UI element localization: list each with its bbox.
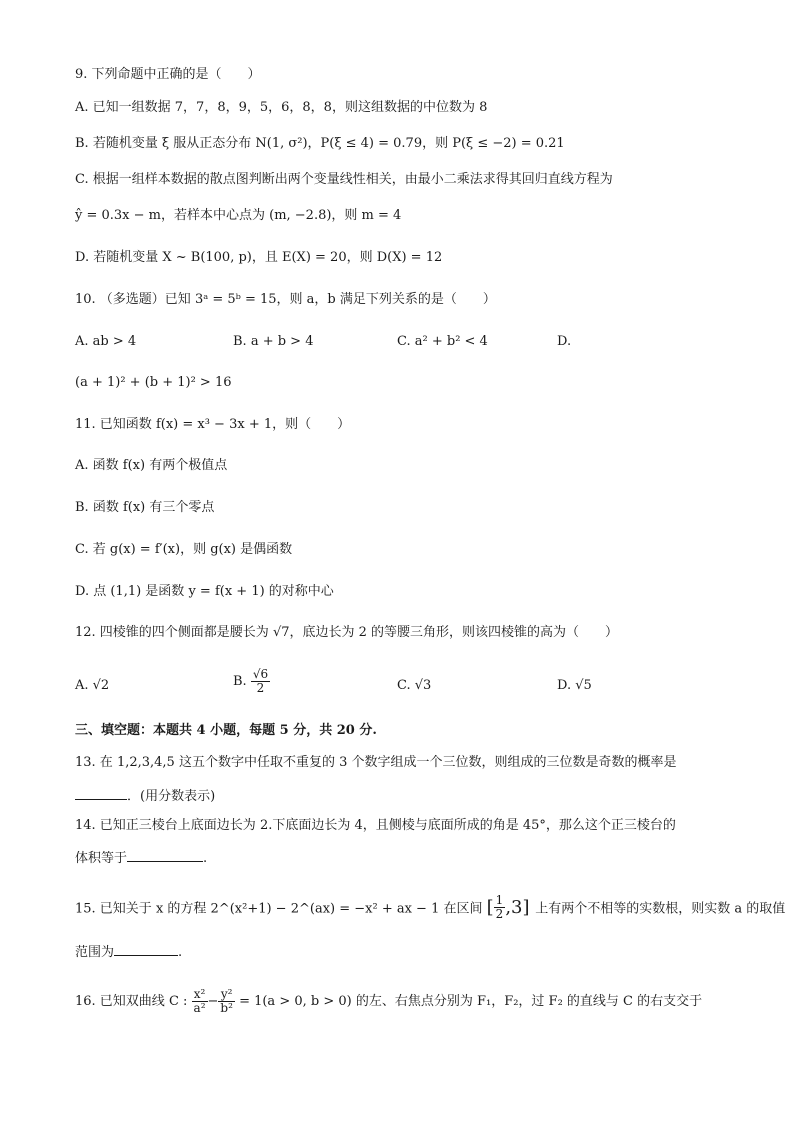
q13-line2 [75,786,215,806]
q15-interval-denominator: 2 [495,907,504,921]
section-3-title: 三、填空题：本题共 4 小题，每题 5 分，共 20 分. [75,723,377,738]
q11-option-d: D. 点 (1,1) 是函数 y = f(x + 1) 的对称中心 [75,584,334,599]
q11-stem: 11. 已知函数 f(x) = x³ − 3x + 1，则（ ） [75,417,351,432]
q13-answer-blank[interactable] [75,786,127,800]
q16-fraction-y [218,988,235,1015]
q16-fraction-y-numerator: y² [218,988,235,1002]
q13-line1: 13. 在 1,2,3,4,5 这五个数字中任取不重复的 3 个数字组成一个三位数，则组成的三位数是奇数的概率是 [75,755,677,770]
q12-option-b-denominator: 2 [256,681,265,695]
q12-option-a: A. √2 [75,678,110,693]
q14-answer-blank[interactable] [127,848,203,862]
q12-option-b-numerator: √6 [252,667,269,681]
q10-option-a: A. ab > 4 [75,334,137,349]
q16-fraction-y-denominator: b² [220,1001,233,1015]
q12-option-d: D. √5 [557,678,592,693]
q9-option-c-line2: ŷ = 0.3x − m，若样本中心点为 (m, −2.8)，则 m = 4 [75,208,402,223]
q15-line1 [75,894,785,921]
q11-option-c: C. 若 g(x) = f′(x)，则 g(x) 是偶函数 [75,542,293,557]
q15-interval-fraction [494,894,506,921]
q15-line2-prefix: 范围为 [75,945,115,960]
q15-line2 [75,942,182,962]
q15-line2-suffix: . [178,945,183,960]
q14-line2-suffix: . [203,851,208,866]
q9-option-b: B. 若随机变量 ξ 服从正态分布 N(1, σ²)，P(ξ ≤ 4) = 0.79，则 P(ξ ≤ −2) = 0.21 [75,136,565,151]
q15-interval-right: ,3] [505,896,530,918]
q15-interval-numerator: 1 [495,893,504,907]
q10-option-d-label: D. [557,334,572,349]
q11-option-a: A. 函数 f(x) 有两个极值点 [75,458,228,473]
q12-option-b [233,668,270,695]
q15-answer-blank[interactable] [114,942,178,956]
q14-line2-prefix: 体积等于 [75,851,128,866]
q12-option-b-label: B. [233,674,247,689]
q10-option-c: C. a² + b² < 4 [397,334,488,349]
q16-line1 [75,988,702,1015]
q10-option-b: B. a + b > 4 [233,334,314,349]
q12-option-c: C. √3 [397,678,432,693]
q11-option-b: B. 函数 f(x) 有三个零点 [75,500,215,515]
q15-line1-a: 15. 已知关于 x 的方程 2^(x²+1) − 2^(ax) = −x² + ax − 1 在区间 [75,901,483,917]
q15-interval [486,893,536,921]
q9-option-c-line1: C. 根据一组样本数据的散点图判断出两个变量线性相关，由最小二乘法求得其回归直线方程为 [75,172,613,187]
q15-line1-b: 上有两个不相等的实数根，则实数 a 的取值 [535,901,786,917]
q9-option-a: A. 已知一组数据 7，7，8，9，5，6，8，8，则这组数据的中位数为 8 [75,100,488,115]
q16-minus: − [207,994,219,1009]
q15-interval-left: [ [486,896,494,918]
q16-fraction-x-numerator: x² [192,988,208,1002]
q16-fraction-x-denominator: a² [193,1001,206,1015]
q14-line1: 14. 已知正三棱台上底面边长为 2.下底面边长为 4，且侧棱与底面所成的角是 45°，那么这个正三棱台的 [75,818,676,833]
q14-line2 [75,848,207,868]
q10-stem: 10. （多选题）已知 3ᵃ = 5ᵇ = 15，则 a，b 满足下列关系的是（ ） [75,292,496,307]
q9-stem: 9. 下列命题中正确的是（ ） [75,67,261,82]
q16-prefix: 16. 已知双曲线 C : [75,994,188,1009]
q12-stem: 12. 四棱锥的四个侧面都是腰长为 √7，底边长为 2 的等腰三角形，则该四棱锥的高为（ ） [75,625,619,640]
q9-option-d: D. 若随机变量 X ~ B(100, p)，且 E(X) = 20，则 D(X) = 12 [75,250,443,265]
q10-option-d-expression: (a + 1)² + (b + 1)² > 16 [75,375,232,390]
q12-option-b-fraction [251,668,270,695]
q13-line2-suffix: ．(用分数表示) [127,789,216,804]
q16-fraction-x [192,988,208,1015]
q16-suffix: = 1(a > 0, b > 0) 的左、右焦点分别为 F₁，F₂，过 F₂ 的直线与 C 的右支交于 [239,994,703,1009]
